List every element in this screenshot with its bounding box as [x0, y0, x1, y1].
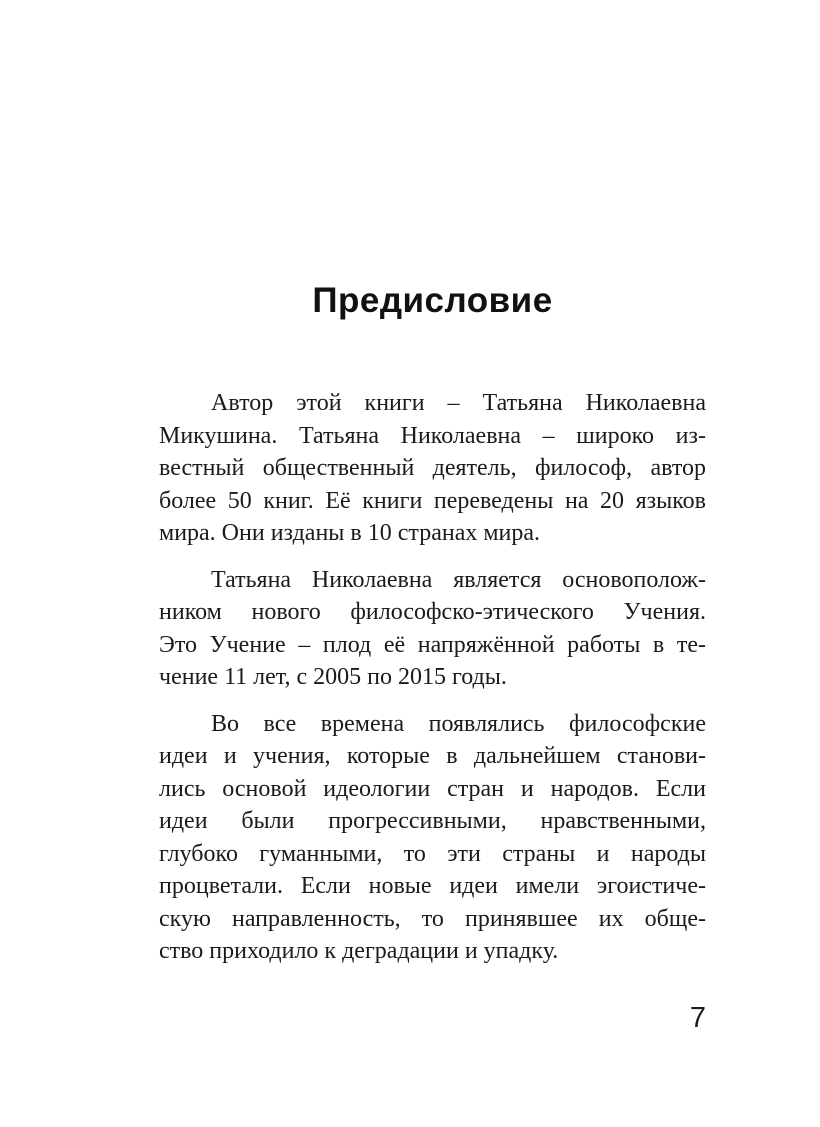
- page-number: 7: [689, 1002, 706, 1034]
- text-line: идеи и учения, которые в дальнейшем станови-: [159, 743, 706, 769]
- text-line: чение 11 лет, с 2005 по 2015 годы.: [159, 664, 507, 690]
- text-line: более 50 книг. Её книги переведены на 20 языков: [159, 487, 706, 514]
- chapter-title: Предисловие: [312, 281, 553, 320]
- text-line: Татьяна Николаевна является основополож-: [211, 566, 706, 593]
- text-line: мира. Они изданы в 10 странах мира.: [159, 520, 541, 546]
- text-line: скую направленность, то принявшее их обще-: [159, 905, 706, 932]
- text-line: Микушина. Татьяна Николаевна – широко из-: [159, 422, 706, 449]
- text-line: глубоко гуманными, то эти страны и народы: [159, 840, 706, 867]
- text-line: процветали. Если новые идеи имели эгоистиче-: [159, 873, 706, 899]
- paragraph: [159, 564, 706, 694]
- text-line: Автор этой книги – Татьяна Николаевна: [211, 390, 706, 416]
- paragraph: [159, 708, 706, 968]
- text-line: лись основой идеологии стран и народов. Если: [159, 775, 706, 802]
- text-line: идеи были прогрессивными, нравственными,: [159, 808, 706, 834]
- text-line: ство приходило к деградации и упадку.: [159, 938, 559, 964]
- body-text: [159, 387, 706, 968]
- paragraph: [159, 387, 706, 550]
- text-line: вестный общественный деятель, философ, автор: [159, 455, 706, 481]
- text-line: Это Учение – плод её напряжённой работы в те-: [159, 631, 706, 658]
- text-line: ником нового философско-этического Учения.: [159, 599, 706, 625]
- text-line: Во все времена появлялись философские: [211, 710, 706, 737]
